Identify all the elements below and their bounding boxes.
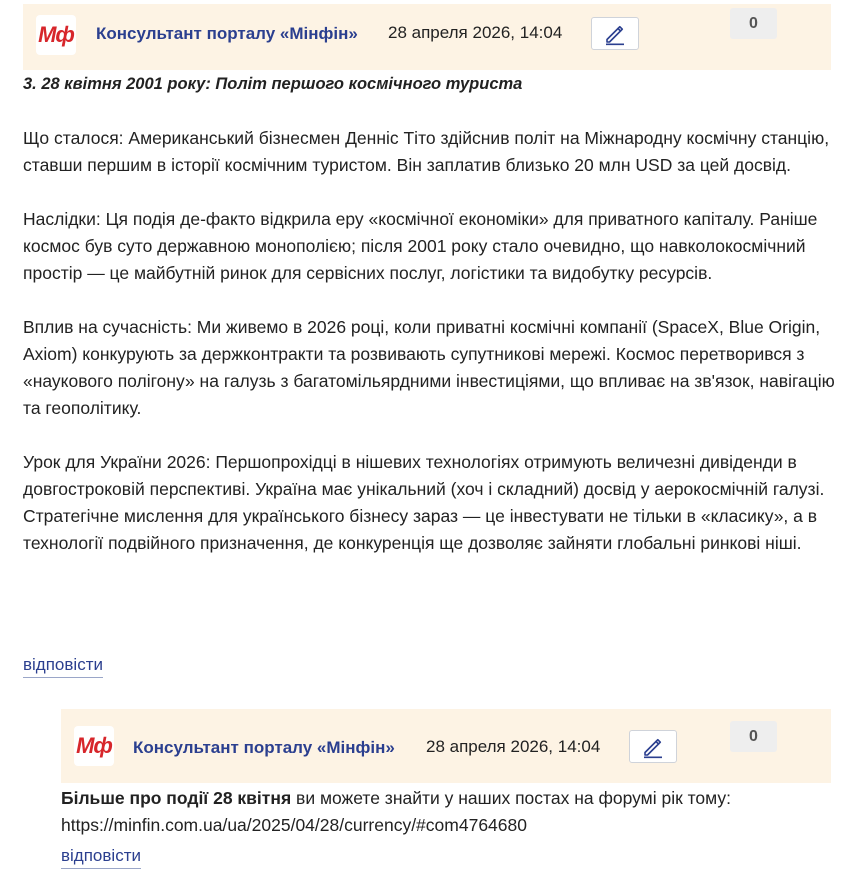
author-name[interactable]: Консультант порталу «Мінфін» (96, 24, 358, 43)
pencil-edit-icon (641, 735, 665, 759)
reply-link[interactable]: відповісти (23, 655, 103, 678)
comment-date: 28 апреля 2026, 14:04 (426, 737, 601, 756)
comment-body (61, 785, 841, 839)
author-name[interactable]: Консультант порталу «Мінфін» (133, 738, 395, 757)
comment-header (61, 709, 831, 783)
vote-count-badge: 0 (730, 8, 777, 39)
avatar[interactable]: Мф (36, 15, 76, 55)
lead-text: ви можете знайти у наших постах на форумі рік тому: (291, 788, 731, 808)
vote-count-badge: 0 (730, 721, 777, 752)
edit-button[interactable] (591, 17, 639, 50)
comment-paragraph: Що сталося: Американський бізнесмен Денніс Тіто здійснив політ на Міжнародну космічну станцію, ставши першим в історії космічним туристом. Він заплатив близько 20 млн USD за цей досвід. (23, 128, 830, 175)
forum-link[interactable]: https://minfin.com.ua/ua/2025/04/28/currency/#com4764680 (61, 815, 527, 835)
edit-button[interactable] (629, 730, 677, 763)
comment-paragraph: Вплив на сучасність: Ми живемо в 2026 році, коли приватні космічні компанії (SpaceX, Blue Origin, Axiom) конкурують за держконтракти та розвивають супутникові мережі. Космос перетворився з «наукового полігону» на галузь з багатомільярдними інвестиціями, що впливає на зв'язок, навігацію та геополітику. (23, 317, 835, 418)
comment-date: 28 апреля 2026, 14:04 (388, 23, 563, 42)
comment-paragraph: Урок для України 2026: Першопрохідці в нішевих технологіях отримують величезні дивіденди в довгостроковій перспективі. Україна має унікальний (хоч і складний) досвід у аерокосмічній галузі. Стратегічне мислення для українського бізнесу зараз — це інвестувати не тільки в «класику», а в технології подвійного призначення, де конкуренція ще дозволяє зайняти глобальні ринкові ніші. (23, 452, 825, 553)
comment-heading: 3. 28 квітня 2001 року: Політ першого космічного туриста (23, 75, 523, 93)
reply-link[interactable]: відповісти (61, 846, 141, 869)
comment-paragraph (61, 785, 841, 812)
comment-paragraph: Наслідки: Ця подія де-факто відкрила еру «космічної економіки» для приватного капіталу. Раніше космос був суто державною монополією; після 2001 року стало очевидно, що навколокосмічний простір — це майбутній ринок для сервісних послуг, логістики та видобутку ресурсів. (23, 209, 818, 283)
bold-lead: Більше про події 28 квітня (61, 788, 292, 808)
comment-header (23, 4, 831, 70)
avatar[interactable]: Мф (74, 726, 114, 766)
comment-body (23, 71, 838, 557)
pencil-edit-icon (603, 22, 627, 46)
